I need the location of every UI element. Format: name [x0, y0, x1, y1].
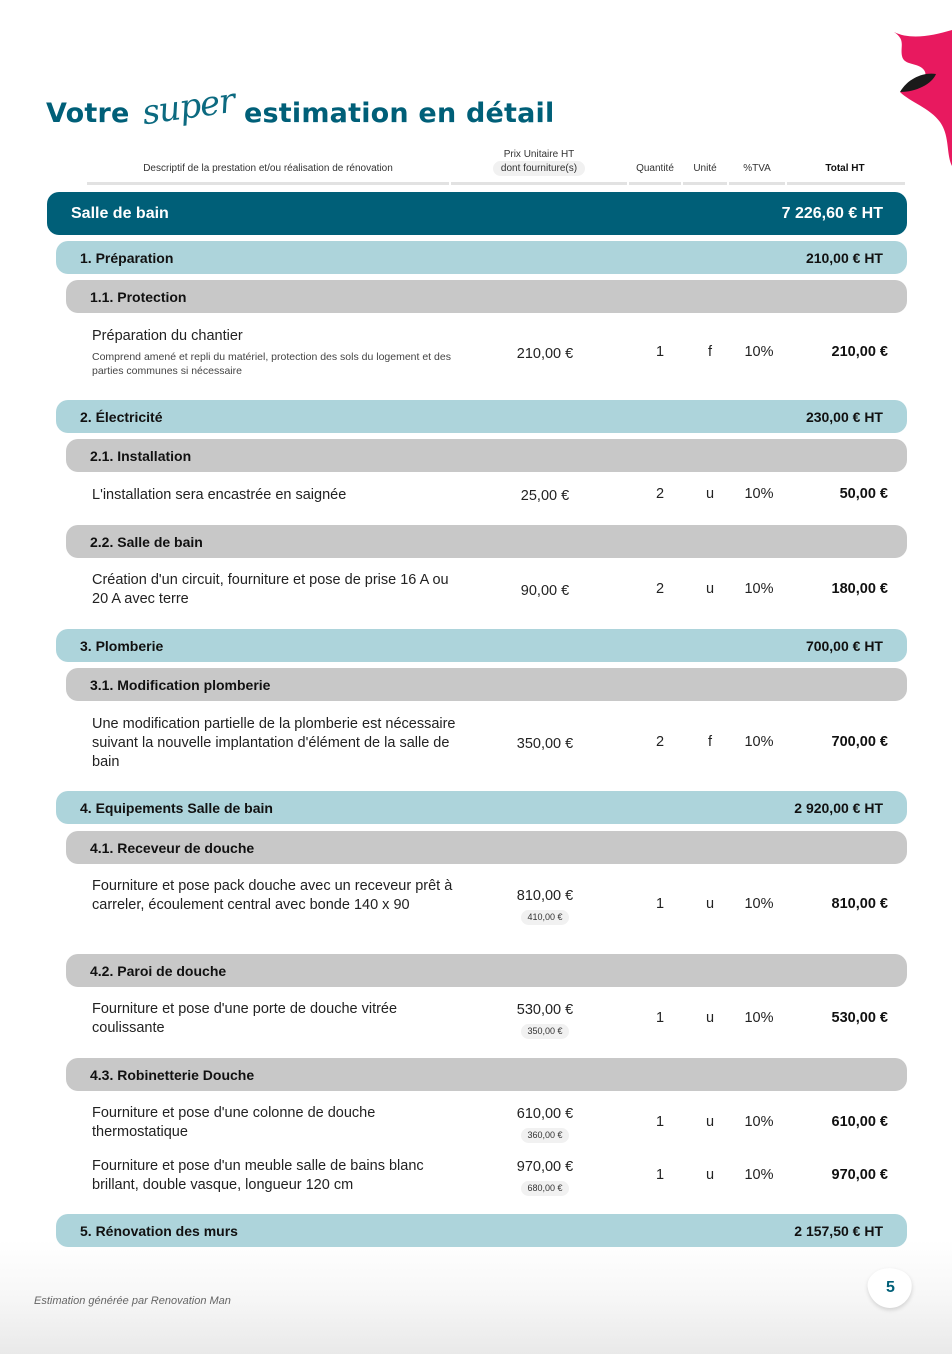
item-unit: u — [705, 1167, 715, 1183]
brand-flame-icon — [880, 26, 952, 166]
room-header — [47, 192, 907, 235]
subcategory-label: 2.2. Salle de bain — [90, 533, 203, 550]
col-unit-price-label: Prix Unitaire HT — [503, 149, 575, 160]
item-total: 50,00 € — [839, 486, 888, 502]
category-total: 2 920,00 € HT — [794, 799, 883, 816]
subcategory-header — [66, 954, 907, 987]
item-unit: u — [705, 581, 715, 597]
item-total: 530,00 € — [831, 1010, 888, 1026]
col-quantity: Quantité — [636, 163, 674, 174]
category-label: 5. Rénovation des murs — [80, 1222, 238, 1239]
subcategory-label: 4.2. Paroi de douche — [90, 962, 227, 979]
item-vat: 10% — [744, 1167, 774, 1183]
category-header — [56, 400, 907, 433]
col-divider — [451, 182, 627, 185]
item-detail: Comprend amené et repli du matériel, protection des sols du logement et des parties communes si nécessaire — [92, 351, 451, 377]
item-unit-price: 530,00 € — [516, 1002, 574, 1018]
column-headers — [87, 146, 905, 186]
item-unit-price-block — [490, 1104, 600, 1144]
item-quantity: 2 — [655, 581, 665, 597]
item-unit-price: 210,00 € — [516, 346, 574, 362]
col-divider — [629, 182, 681, 185]
item-description: L'installation sera encastrée en saignée — [92, 487, 347, 503]
title-start: Votre — [46, 97, 130, 129]
item-quantity: 1 — [655, 1114, 665, 1130]
subcategory-header — [66, 439, 907, 472]
col-unit-price — [451, 148, 627, 176]
category-header — [56, 629, 907, 662]
item-unit: u — [705, 1010, 715, 1026]
footer-credit: Estimation générée par Renovation Man — [34, 1295, 231, 1307]
col-divider — [87, 182, 449, 185]
item-description: Une modification partielle de la plomberie est nécessaire suivant la nouvelle implantation d'élément de la salle de bain — [92, 716, 456, 770]
item-unit-price: 350,00 € — [516, 736, 574, 752]
item-total: 810,00 € — [831, 896, 888, 912]
category-total: 210,00 € HT — [805, 249, 883, 266]
subcategory-label: 1.1. Protection — [90, 288, 187, 305]
item-description: Fourniture et pose d'un meuble salle de bains blanc brillant, double vasque, longueur 120 cm — [92, 1158, 424, 1193]
item-quantity: 2 — [655, 486, 665, 502]
col-divider — [729, 182, 785, 185]
page-number — [865, 1265, 914, 1311]
item-vat: 10% — [744, 1114, 774, 1130]
item-unit: u — [705, 896, 715, 912]
item-supplies-badge: 360,00 € — [521, 1128, 568, 1143]
item-quantity: 1 — [655, 1010, 665, 1026]
item-unit-price-block — [490, 1157, 600, 1197]
item-total: 970,00 € — [831, 1167, 888, 1183]
item-supplies-badge: 680,00 € — [521, 1181, 568, 1196]
item-description: Fourniture et pose pack douche avec un receveur prêt à carreler, écoulement central avec bonde 140 x 90 — [92, 878, 453, 913]
item-unit-price: 970,00 € — [516, 1159, 574, 1175]
item-vat: 10% — [744, 734, 774, 750]
item-supplies-badge: 410,00 € — [521, 910, 568, 925]
item-total: 180,00 € — [831, 581, 888, 597]
title-end: estimation en détail — [244, 97, 555, 129]
col-description: Descriptif de la prestation et/ou réalisation de rénovation — [143, 163, 393, 174]
line-item — [0, 877, 952, 935]
item-description: Préparation du chantier — [92, 328, 243, 344]
item-total: 610,00 € — [831, 1114, 888, 1130]
subcategory-label: 2.1. Installation — [90, 447, 192, 464]
page-number-value: 5 — [885, 1279, 895, 1296]
item-unit-price: 25,00 € — [520, 488, 570, 504]
subcategory-header — [66, 668, 907, 701]
category-label: 2. Électricité — [80, 408, 163, 425]
category-header — [56, 1214, 907, 1247]
item-total: 210,00 € — [831, 344, 888, 360]
item-total: 700,00 € — [831, 734, 888, 750]
item-unit-price-block — [490, 886, 600, 926]
line-item — [0, 571, 952, 611]
item-vat: 10% — [744, 896, 774, 912]
item-unit-price: 90,00 € — [520, 583, 570, 599]
line-item — [0, 1104, 952, 1144]
item-quantity: 1 — [655, 1167, 665, 1183]
col-divider — [683, 182, 727, 185]
col-divider — [787, 182, 905, 185]
subcategory-header — [66, 831, 907, 864]
subcategory-header — [66, 1058, 907, 1091]
item-unit: u — [705, 1114, 715, 1130]
item-vat: 10% — [744, 486, 774, 502]
category-header — [56, 791, 907, 824]
category-label: 3. Plomberie — [80, 637, 164, 654]
item-quantity: 2 — [655, 734, 665, 750]
item-supplies-badge: 350,00 € — [521, 1024, 568, 1039]
item-unit-price: 610,00 € — [516, 1106, 574, 1122]
category-label: 1. Préparation — [80, 249, 174, 266]
item-quantity: 1 — [655, 896, 665, 912]
item-unit-price-block — [490, 1000, 600, 1040]
item-description: Fourniture et pose d'une porte de douche vitrée coulissante — [92, 1001, 398, 1036]
item-unit: f — [707, 734, 713, 750]
title-script-word: super — [139, 80, 237, 134]
room-name: Salle de bain — [71, 204, 169, 222]
col-vat: %TVA — [743, 163, 771, 174]
item-unit: u — [705, 486, 715, 502]
line-item — [0, 1000, 952, 1040]
subcategory-label: 4.3. Robinetterie Douche — [90, 1066, 255, 1083]
item-quantity: 1 — [655, 344, 665, 360]
subcategory-label: 4.1. Receveur de douche — [90, 839, 255, 856]
item-vat: 10% — [744, 344, 774, 360]
category-total: 230,00 € HT — [805, 408, 883, 425]
category-total: 700,00 € HT — [805, 637, 883, 654]
col-supplies-label: dont fourniture(s) — [493, 161, 585, 176]
item-vat: 10% — [744, 1010, 774, 1026]
item-unit-price: 810,00 € — [516, 888, 574, 904]
category-total: 2 157,50 € HT — [794, 1222, 883, 1239]
line-item — [0, 715, 952, 773]
item-description: Création d'un circuit, fourniture et pose de prise 16 A ou 20 A avec terre — [92, 572, 449, 607]
line-item — [0, 486, 952, 510]
category-header — [56, 241, 907, 274]
line-item — [0, 1157, 952, 1197]
line-item — [0, 327, 952, 387]
col-unit: Unité — [693, 163, 717, 174]
item-unit: f — [707, 344, 713, 360]
room-total: 7 226,60 € HT — [781, 204, 883, 222]
subcategory-header — [66, 525, 907, 558]
item-vat: 10% — [744, 581, 774, 597]
subcategory-label: 3.1. Modification plomberie — [90, 676, 271, 693]
category-label: 4. Equipements Salle de bain — [80, 799, 273, 816]
item-description: Fourniture et pose d'une colonne de douche thermostatique — [92, 1105, 376, 1140]
item-description-block — [92, 327, 462, 378]
col-total: Total HT — [825, 163, 865, 174]
page-title — [46, 78, 554, 148]
subcategory-header — [66, 280, 907, 313]
